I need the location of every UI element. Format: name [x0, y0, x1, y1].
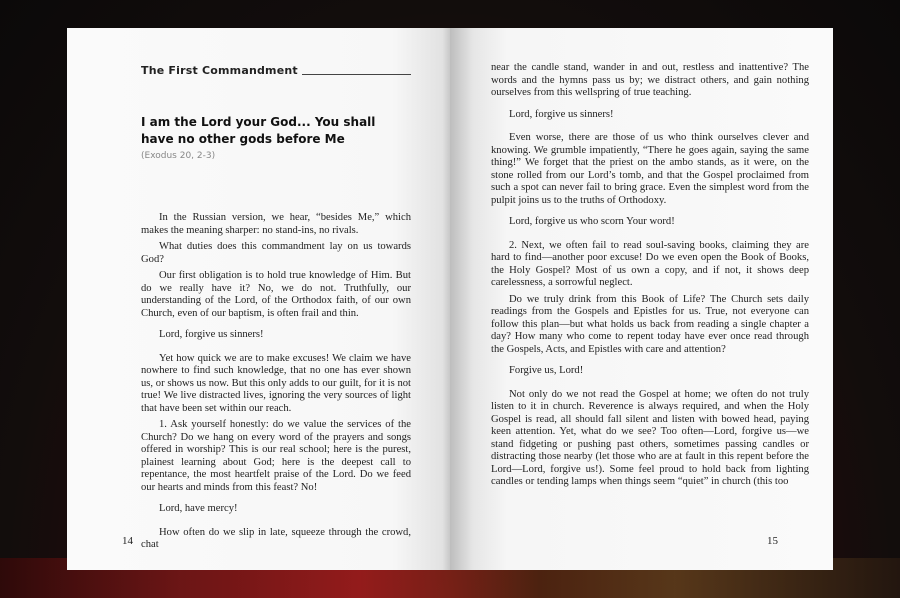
running-head-text: The First Commandment	[141, 64, 298, 77]
left-body-text	[141, 212, 411, 556]
paragraph: Not only do we not read the Gospel at home; we often do not truly listen to it in church. Reverence is always required, and when the Holy Gospel is read, all should fall silent and listen with bowed head, paying keen attention. Yet, what do we see? Too often—Lord, forgive us—we stand fidgeting or pushing past others, sometimes passing candles or distracting those nearby (let those who are at fault in this repent before the Lord—Lord, forgive us!). Some feel proud to hold back from lighting candles or tending lamps when things seem “quiet” in church (this too	[491, 388, 809, 487]
paragraph: What duties does this commandment lay on us towards God?	[141, 241, 411, 265]
running-head-rule	[302, 74, 411, 75]
paragraph: Our first obligation is to hold true knowledge of Him. But do we really have it? No, we do not. Truthfully, our understanding of the Lord, of the Orthodox faith, of our own Church, even of our baptism, is often frail and thin.	[141, 270, 411, 319]
left-page	[67, 28, 450, 570]
right-page	[450, 28, 833, 570]
paragraph: In the Russian version, we hear, “besides Me,” which makes the meaning sharper: no stand-ins, no rivals.	[141, 212, 411, 236]
prayer-line: Lord, forgive us sinners!	[509, 108, 614, 120]
paragraph: Do we truly drink from this Book of Life? The Church sets daily readings from the Gospels and Epistles for us. True, not everyone can follow this plan—but what holds us back from reading a single chapter a day? How many who come to repent today have ever once read through the Gospels, Acts, and Epistles with care and attention?	[491, 293, 809, 355]
scripture-citation: (Exodus 20, 2-3)	[141, 151, 216, 161]
paragraph: near the candle stand, wander in and out, restless and inattentive? The words and the hymns pass us by; we distract others, and gain nothing ourselves from this wellspring of true teaching.	[491, 62, 809, 98]
paragraph: Even worse, there are those of us who think ourselves clever and knowing. We grumble impatiently, “There he goes again, saying the same thing!” We forget that the priest on the ambo stands, as it were, on the stone rolled from our Lord’s tomb, and that the Gospel proclaimed from such a spot can never fail to bring grace. Even the simplest word from the pulpit joins us to the truths of Orthodoxy.	[491, 132, 809, 206]
paragraph: How often do we slip in late, squeeze through the crowd, chat	[141, 526, 411, 550]
page-number: 14	[122, 535, 133, 547]
prayer-line: Lord, forgive us sinners!	[159, 329, 264, 340]
paragraph: 1. Ask yourself honestly: do we value the services of the Church? Do we hang on every word of the prayers and songs offered in worship? This is our real school; here is the purest, plainest learning about God; here is the deepest call to repentance, the most heartfelt praise of the Lord. Do we feed our hearts and minds from this feast? No!	[141, 419, 411, 493]
page-number: 15	[767, 535, 778, 547]
prayer-line: Lord, forgive us who scorn Your word!	[509, 216, 675, 227]
right-body-text	[491, 62, 809, 493]
paragraph: 2. Next, we often fail to read soul-saving books, claiming they are hard to find—another poor excuse! Do we even open the Book of Books, the Holy Gospel? Most of us own a copy, and if not, it shows deep carelessness, a sorrowful neglect.	[491, 239, 809, 288]
prayer-line: Forgive us, Lord!	[509, 365, 584, 376]
chapter-title: I am the Lord your God... You shall have no other gods before Me	[141, 115, 376, 146]
paragraph: Yet how quick we are to make excuses! We claim we have nowhere to find such knowledge, that no one has ever shown us, or shows us now. But this only adds to our guilt, for it is not true! We live distracted lives, ignoring the very sources of light that have been set within our reach.	[141, 352, 411, 414]
prayer-line: Lord, have mercy!	[159, 503, 238, 514]
running-head	[141, 64, 411, 77]
